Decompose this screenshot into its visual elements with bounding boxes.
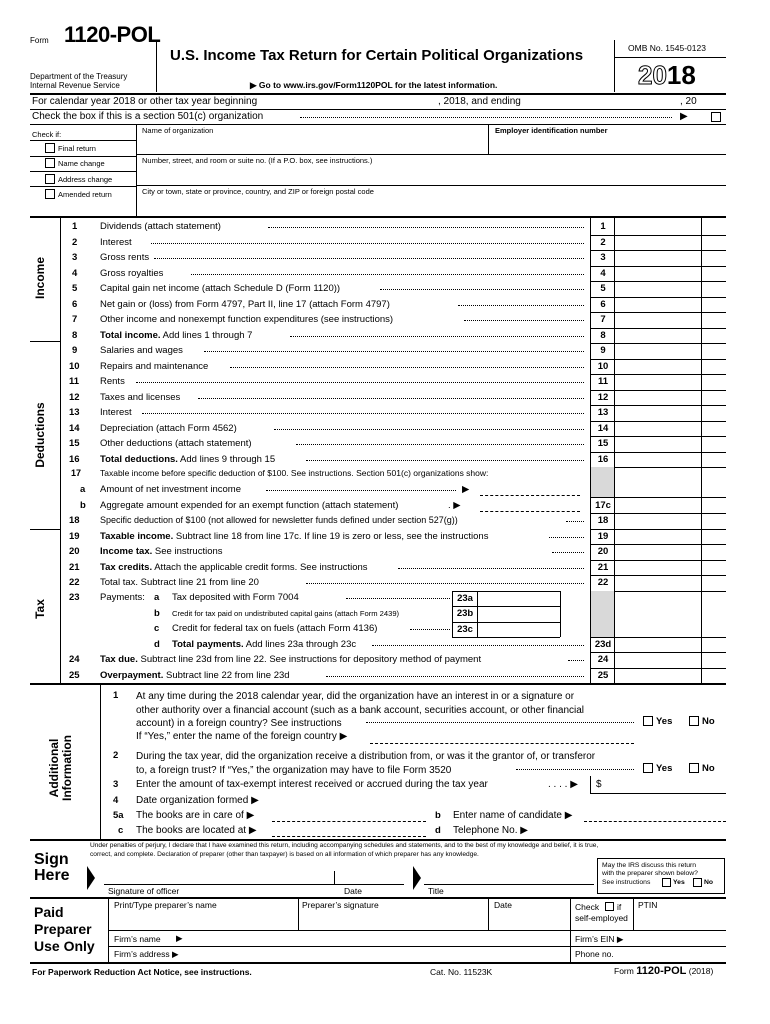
tax-year-outline: 20	[638, 60, 667, 90]
line-7-num: 7	[72, 314, 78, 325]
preparer-signature-field[interactable]	[302, 911, 486, 929]
q4-num: 4	[113, 795, 119, 806]
sec501c-checkbox[interactable]	[711, 112, 721, 122]
line-4-text: Gross royalties	[100, 267, 164, 279]
line-14-box: 14	[597, 422, 609, 434]
q1-text: At any time during the 2018 calendar year, did the organization have an interest in or a signature or other authority over a financial account (such as a bank account, securities account, or other financial account) in a foreign country? See instructions	[136, 691, 585, 729]
line-5-text: Capital gain net income (attach Schedule D (Form 1120))	[100, 283, 341, 294]
q5c-text: The books are located at ▶	[136, 825, 257, 836]
tax-section-label: Tax	[33, 599, 47, 619]
line-7-box: 7	[600, 314, 606, 325]
line-9-num: 9	[72, 345, 78, 356]
calendar-year-mid: , 2018, and ending	[438, 96, 521, 107]
phone-label: Phone no.	[575, 949, 614, 959]
line-10-amount[interactable]	[615, 360, 701, 374]
ptin-label: PTIN	[638, 900, 658, 910]
line-18-box: 18	[597, 515, 609, 526]
q2-no-label: No	[702, 763, 715, 774]
line-10-text: Repairs and maintenance	[100, 360, 209, 372]
line-12-text: Taxes and licenses	[100, 391, 181, 403]
line-2-num: 2	[72, 236, 78, 248]
line-25-box: 25	[597, 669, 609, 681]
line-19-box: 19	[597, 530, 609, 542]
line-21-num: 21	[69, 561, 80, 573]
line-13-box: 13	[597, 407, 609, 418]
name-change-label: Name change	[58, 159, 105, 168]
q1-num: 1	[113, 690, 119, 701]
line-22-num: 22	[69, 577, 80, 588]
ptin-field[interactable]	[637, 911, 725, 929]
address-change-label: Address change	[58, 175, 113, 184]
line-9-box: 9	[600, 345, 606, 356]
line-15-num: 15	[69, 438, 80, 449]
omb-number: OMB No. 1545-0123	[628, 43, 706, 53]
title-arrow-icon	[412, 866, 422, 890]
line-24-amount[interactable]	[615, 653, 701, 667]
firm-name-label: Firm’s name	[114, 934, 161, 944]
line-14-amount[interactable]	[615, 422, 701, 436]
address-change-checkbox[interactable]	[45, 174, 55, 184]
line-8-text: Total income. Add lines 1 through 7	[100, 329, 253, 341]
line-2-text: Interest	[100, 236, 132, 248]
line-13-num: 13	[69, 407, 80, 418]
irs: Internal Revenue Service	[30, 81, 120, 90]
q2-yes-checkbox[interactable]	[643, 763, 653, 773]
line-20-text: Income tax. See instructions	[100, 546, 223, 557]
paid-preparer-label: Paid Preparer Use Only	[34, 904, 95, 954]
sign-arrow-icon	[86, 866, 96, 890]
q5a-text: The books are in care of ▶	[136, 810, 255, 821]
line-6-box: 6	[600, 298, 606, 310]
sign-label: Sign	[34, 851, 69, 868]
line-23c-amount[interactable]	[478, 623, 560, 637]
preparer-name-field[interactable]	[112, 911, 296, 929]
line-18-num: 18	[69, 515, 80, 526]
q3-text: Enter the amount of tax-exempt interest received or accrued during the tax year	[136, 779, 488, 790]
preparer-date-field[interactable]	[492, 911, 568, 929]
line-20-amount[interactable]	[615, 545, 701, 559]
line-2-box: 2	[600, 236, 606, 248]
officer-signature-field[interactable]	[104, 866, 332, 883]
line-3-text: Gross rents	[100, 252, 150, 263]
preparer-date-label: Date	[494, 900, 512, 910]
line-23a-text: Tax deposited with Form 7004	[172, 592, 299, 603]
additional-info-label: Additional Information	[47, 735, 74, 801]
line-12-box: 12	[597, 391, 609, 403]
line-23-num: 23	[69, 592, 80, 603]
line-2-amount[interactable]	[615, 236, 701, 250]
q3-dollar: $	[596, 779, 602, 790]
website-note: ▶ Go to www.irs.gov/Form1120POL for the latest information.	[250, 80, 498, 90]
officer-signature-label: Signature of officer	[108, 886, 180, 896]
line-6-text: Net gain or (loss) from Form 4797, Part II, line 17 (attach Form 4797)	[100, 298, 390, 310]
line-23d-box: 23d	[594, 639, 612, 650]
payments-label: Payments:	[100, 592, 145, 603]
line-17a-field[interactable]	[480, 495, 580, 496]
officer-date-field[interactable]	[336, 866, 402, 883]
line-12-num: 12	[69, 391, 80, 403]
line-23c-label: c	[154, 623, 160, 634]
line-19-text: Taxable income. Subtract line 18 from line 17c. If line 19 is zero or less, see the instructions	[100, 530, 489, 542]
line-6-amount[interactable]	[615, 298, 701, 312]
q1-yes-checkbox[interactable]	[643, 716, 653, 726]
self-employed-checkbox[interactable]	[605, 902, 614, 911]
q1-country-field[interactable]	[370, 743, 634, 744]
line-23c-box: 23c	[457, 624, 473, 635]
form-page: Form 1120-POL Department of the Treasury Internal Revenue Service U.S. Income Tax Return for Certain Political Organizations ▶ Go to www.irs.gov/Form1120POL for the latest information. OMB No. 1545-0123 2018 For calendar year 2018 or other tax year beginning , 2018, and ending , 20 Check the box if this is a section 501(c) organization ▶ Check if: Final return Name change Address change Amended return Name of organization Employer identification number Number, street, and room or suite no. (If a P.O. box, see instructions.) City or town, state or province, country, and ZIP or foreign postal code Income Deductions Tax 1 Dividends (attach statement) 1 2 Interest 2 3 Gross rents 3 4 Gross royalties 4 5 Capital gain net income (attach Schedule D (Form 1120)) 5 6 Net gain or (loss) from Form 4797, Part II, line 17 (attach Form 4797) 6 7 Other income and nonexempt function expenditures (see instructions) 7 8 Total income. Add lines 1 through 7 8 9 Salaries and wages 9 10 Repairs and maintenance 10 11 Rents 11 12 Taxes and licenses 12 13 Interest 13 14 Depreciation (attach Form 4562) 14 15 Other deductions (attach statement) 15 16 Total deductions. Add lines 9 through 15 16 17 Taxable income before specific deduction of $100. See instructions. Section 501(c) organizations show: a Amount of net investment income ▶ b Aggregate amount expended for an exempt function (attach statement) . ▶ 17c 18 Specific deduction of $100 (not allowed for newsletter funds defined under section 527(g)) 18 19 Taxable income. Subtract line 18 from line 17c. If line 19 is zero or less, see the instructions 19 20 Income tax. See instructions 20 21 Tax credits. Attach the applicable credit forms. See instructions 21 22 Total tax. Subtract line 21 from line 20 22 23 Payments: a Tax deposited with Form 7004 b Credit for tax paid on undistributed capital gains (attach Form 2439) c Credit for federal tax on fuels (attach Form 4136) d Total payments. Add lines 23a through 23c 23a 23b 23c 23d 24 Tax due. Subtract line 23d from line 22. See instructions for depository method of payment 24 25 Overpayment. Subtract line 22 from line 23d 25 Additional Information 1 At any time during the 2018 calendar year, did the organization have an interest in or a signature or other authority over a financial account (such as a bank account, securities account, or other financial account) in a foreign country? See instructions Yes No If “Yes,” enter the name of the foreign country ▶ 2 During the tax year, did the organization receive a distribution from, or was it the grantor of, or transferor to, a foreign trust? If “Yes,” the organization may have to file Form 3520 Yes No 3 Enter the amount of tax-exempt interest received or accrued during the tax year . . . . ▶ $ 4 Date organization formed ▶ 5a The books are in care of ▶ b Enter name of candidate ▶ c The books are located at ▶ d Telephone No. ▶ Under penalties of perjury, I declare that I have examined this return, including accompanying schedules and statements, and to the best of my knowledge and belief, it is true, correct, and complete. Declaration of preparer (other than taxpayer) is based on all information of which preparer has any knowledge. Sign Here Signature of officer Date Title May the IRS discuss this return with the preparer shown below? See instructions Yes No Paid Preparer Use Only Print/Type preparer’s name Preparer’s signature Date Check if self-employed PTIN Firm’s name ▶ Firm’s EIN ▶ Firm’s address ▶ Phone no. For Paperwork Reduction Act Notice, see instructions. Cat. No. 11523K Form 1120-POL (2018)	[0, 0, 770, 1024]
line-11-box: 11	[597, 376, 609, 387]
sec501c-arrow: ▶	[680, 111, 688, 122]
q5c-field[interactable]	[272, 836, 426, 837]
line-14-num: 14	[69, 422, 80, 434]
q3-amount[interactable]	[606, 777, 724, 792]
line-20-box: 20	[597, 546, 609, 557]
line-19-num: 19	[69, 530, 80, 542]
q1-no-label: No	[702, 716, 715, 727]
line-15-text: Other deductions (attach statement)	[100, 438, 252, 449]
line-24-num: 24	[69, 654, 80, 665]
firm-address-field[interactable]	[190, 947, 568, 961]
ein-label: Employer identification number	[495, 126, 608, 135]
line-7-text: Other income and nonexempt function expenditures (see instructions)	[100, 314, 394, 325]
line-19-amount[interactable]	[615, 530, 701, 544]
line-22-text: Total tax. Subtract line 21 from line 20	[100, 577, 259, 588]
q1-country-prompt: If “Yes,” enter the name of the foreign country ▶	[136, 731, 348, 742]
line-23b-amount[interactable]	[478, 607, 560, 621]
q5b-num: b	[435, 810, 441, 821]
line-15-box: 15	[597, 438, 609, 449]
line-17a-text: Amount of net investment income	[100, 484, 241, 495]
line-7-amount[interactable]	[615, 313, 701, 327]
q5d-text: Telephone No. ▶	[453, 825, 528, 836]
city-label: City or town, state or province, country, and ZIP or foreign postal code	[142, 187, 374, 196]
line-22-box: 22	[597, 577, 609, 588]
street-label: Number, street, and room or suite no. (If a P.O. box, see instructions.)	[142, 156, 373, 165]
line-8-num: 8	[72, 329, 78, 341]
calendar-year-end: , 20	[680, 96, 697, 107]
line-14-text: Depreciation (attach Form 4562)	[100, 422, 237, 434]
form-number: 1120-POL	[64, 22, 161, 47]
name-change-checkbox[interactable]	[45, 158, 55, 168]
officer-title-label: Title	[428, 886, 444, 896]
cat-number: Cat. No. 11523K	[430, 967, 493, 977]
line-11-num: 11	[69, 376, 80, 387]
tax-year-bold: 18	[666, 60, 696, 90]
line-9-text: Salaries and wages	[100, 345, 183, 356]
line-16-text: Total deductions. Add lines 9 through 15	[100, 453, 276, 465]
q5b-text: Enter name of candidate ▶	[453, 810, 573, 821]
line-21-amount[interactable]	[615, 561, 701, 575]
line-23b-box: 23b	[456, 608, 474, 619]
line-16-amount[interactable]	[615, 453, 701, 467]
line-5-amount[interactable]	[615, 282, 701, 296]
line-17c-box: 17c	[595, 500, 611, 511]
firm-ein-label: Firm’s EIN ▶	[575, 934, 624, 944]
line-20-num: 20	[69, 546, 80, 557]
line-1-amount[interactable]	[615, 220, 701, 234]
check-if-label: Check if:	[32, 130, 62, 139]
line-1-text: Dividends (attach statement)	[100, 221, 221, 232]
q2-text: During the tax year, did the organization receive a distribution from, or was it the grantor of, or transferor to, a foreign trust? If “Yes,” the organization may have to file Form 3520	[136, 751, 596, 776]
line-4-num: 4	[72, 267, 78, 279]
officer-date-label: Date	[344, 886, 362, 896]
line-23d-text: Total payments. Add lines 23a through 23c	[172, 639, 357, 650]
line-24-text: Tax due. Subtract line 23d from line 22. See instructions for depository method of payment	[100, 654, 482, 665]
line-17c-amount[interactable]	[615, 498, 701, 513]
line-21-text: Tax credits. Attach the applicable credit forms. See instructions	[100, 561, 368, 573]
line-23a-label: a	[154, 592, 160, 603]
paperwork-notice: For Paperwork Reduction Act Notice, see instructions.	[32, 967, 252, 977]
q2-no-checkbox[interactable]	[689, 763, 699, 773]
preparer-name-label: Print/Type preparer’s name	[114, 900, 217, 910]
footer-form: Form 1120-POL (2018)	[614, 965, 714, 977]
line-23a-box: 23a	[457, 593, 473, 604]
here-label: Here	[34, 867, 70, 884]
form-label: Form	[30, 36, 49, 45]
line-12-amount[interactable]	[615, 391, 701, 405]
line-3-box: 3	[600, 252, 606, 263]
line-17-num: 17	[71, 468, 82, 478]
q1-yes-label: Yes	[656, 716, 673, 727]
line-16-num: 16	[69, 453, 80, 465]
line-11-amount[interactable]	[615, 375, 701, 389]
self-employed-label: self-employed	[575, 913, 628, 923]
q3-num: 3	[113, 779, 119, 790]
line-23b-label: b	[154, 608, 160, 619]
firm-name-field[interactable]	[190, 931, 568, 945]
income-section-label: Income	[33, 257, 47, 300]
deductions-section-label: Deductions	[33, 402, 47, 468]
line-17a-label: a	[80, 484, 86, 495]
line-5-box: 5	[600, 283, 606, 294]
discuss-yes-checkbox[interactable]	[662, 878, 671, 887]
discuss-no-checkbox[interactable]	[693, 878, 702, 887]
line-17b-field[interactable]	[480, 511, 580, 512]
line-8-box: 8	[600, 329, 606, 341]
q2-yes-label: Yes	[656, 763, 673, 774]
line-18-text: Specific deduction of $100 (not allowed for newsletter funds defined under section 527(g))	[100, 515, 458, 525]
q5d-num: d	[435, 825, 441, 836]
q4-date-field[interactable]	[270, 795, 420, 807]
line-11-text: Rents	[100, 376, 125, 387]
line-23d-amount[interactable]	[615, 638, 701, 652]
line-23a-amount[interactable]	[478, 592, 560, 606]
q5d-phone-field[interactable]	[540, 824, 726, 838]
line-5-num: 5	[72, 283, 78, 294]
line-23b-text: Credit for tax paid on undistributed capital gains (attach Form 2439)	[172, 609, 400, 618]
dept-treasury: Department of the Treasury	[30, 72, 128, 81]
line-17b-text: Aggregate amount expended for an exempt function (attach statement)	[100, 500, 399, 511]
q2-num: 2	[113, 750, 119, 761]
amended-return-label: Amended return	[58, 190, 112, 199]
line-22-amount[interactable]	[615, 576, 701, 590]
irs-discuss-box: May the IRS discuss this return with the preparer shown below? See instructions Yes No	[597, 858, 725, 894]
line-3-amount[interactable]	[615, 251, 701, 265]
line-10-box: 10	[597, 360, 609, 372]
line-16-box: 16	[597, 453, 609, 465]
line-13-amount[interactable]	[615, 406, 701, 420]
firm-address-label: Firm’s address ▶	[114, 949, 179, 959]
org-name-label: Name of organization	[142, 126, 214, 135]
amended-return-checkbox[interactable]	[45, 189, 55, 199]
q5a-num: 5a	[113, 810, 124, 821]
final-return-label: Final return	[58, 144, 96, 153]
line-1-num: 1	[72, 221, 78, 232]
line-9-amount[interactable]	[615, 344, 701, 358]
q5b-field[interactable]	[584, 821, 726, 822]
tax-year	[638, 60, 696, 91]
perjury-statement: Under penalties of perjury, I declare that I have examined this return, including accompanying schedules and statements, and to the best of my knowledge and belief, it is true, correct, and complete. Declaration of preparer (other than taxpayer) is based on all information of which preparer has any knowledge.	[90, 842, 599, 858]
line-4-box: 4	[600, 267, 606, 279]
line-23c-text: Credit for federal tax on fuels (attach Form 4136)	[172, 623, 378, 634]
line-17b-label: b	[80, 500, 86, 511]
q1-no-checkbox[interactable]	[689, 716, 699, 726]
form-title: U.S. Income Tax Return for Certain Political Organizations	[170, 47, 584, 64]
line-8-amount[interactable]	[615, 329, 701, 343]
calendar-year-text: For calendar year 2018 or other tax year beginning	[32, 96, 258, 107]
q5c-num: c	[118, 825, 124, 836]
line-21-box: 21	[597, 561, 609, 573]
line-6-num: 6	[72, 298, 78, 310]
line-24-box: 24	[597, 654, 609, 665]
line-15-amount[interactable]	[615, 437, 701, 451]
line-17-text: Taxable income before specific deduction of $100. See instructions. Section 501(c) organizations show:	[100, 468, 489, 478]
line-25-text: Overpayment. Subtract line 22 from line 23d	[100, 669, 290, 681]
line-18-amount[interactable]	[615, 514, 701, 528]
sec501c-text: Check the box if this is a section 501(c) organization	[32, 111, 264, 122]
line-1-box: 1	[600, 221, 606, 232]
q4-text: Date organization formed ▶	[136, 795, 259, 806]
preparer-signature-label: Preparer’s signature	[302, 900, 379, 910]
line-25-num: 25	[69, 669, 80, 681]
line-25-amount[interactable]	[615, 669, 701, 683]
check-self-employed-label: Check	[575, 902, 600, 912]
final-return-checkbox[interactable]	[45, 143, 55, 153]
line-23d-label: d	[154, 639, 160, 650]
line-13-text: Interest	[100, 407, 132, 418]
q5a-field[interactable]	[272, 821, 426, 822]
officer-title-field[interactable]	[426, 866, 592, 883]
line-3-num: 3	[72, 252, 78, 263]
line-4-amount[interactable]	[615, 267, 701, 281]
line-10-num: 10	[69, 360, 80, 372]
